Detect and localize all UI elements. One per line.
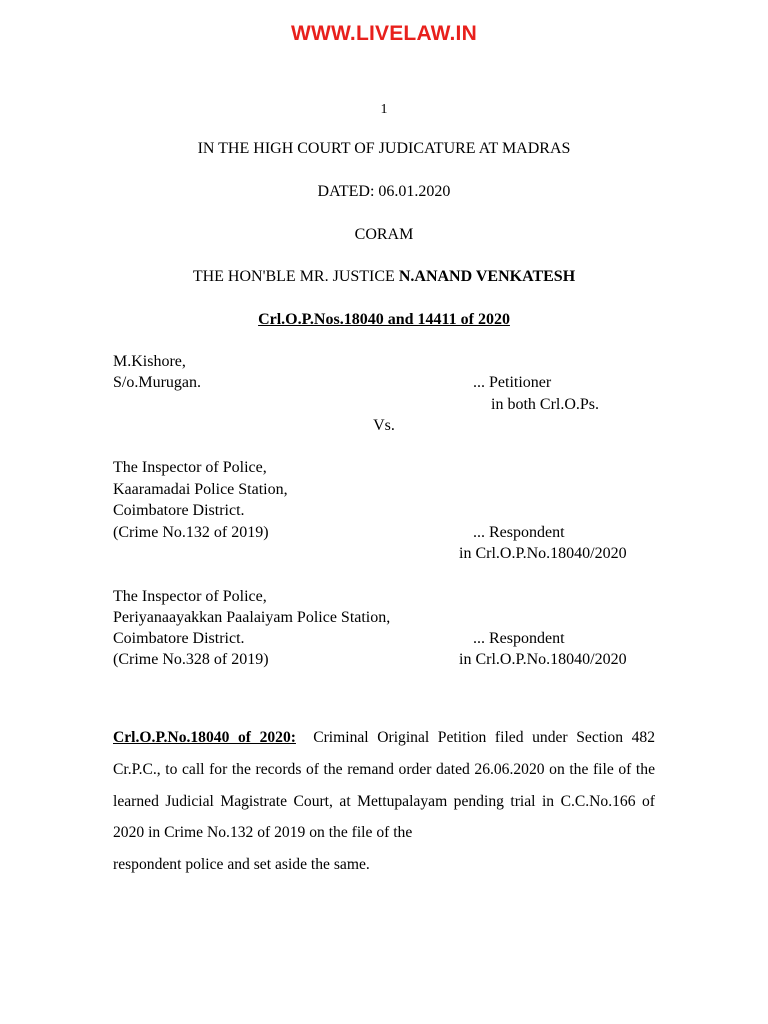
respondent1-line: Kaaramadai Police Station, — [113, 481, 288, 498]
judge-name: N.ANAND VENKATESH — [398, 268, 576, 285]
respondent2-line: Periyanaayakkan Paalaiyam Police Station, — [113, 609, 391, 626]
petitioner-role-note: in both Crl.O.Ps. — [491, 396, 600, 413]
court-title: IN THE HIGH COURT OF JUDICATURE AT MADRAS — [197, 140, 571, 157]
respondent2-line: Coimbatore District. — [113, 630, 245, 647]
page-number: 1 — [380, 102, 388, 117]
respondent2-crime-no: (Crime No.328 of 2019) — [113, 651, 269, 668]
petitioner-name: M.Kishore, — [113, 353, 186, 370]
petition-paragraph — [113, 722, 655, 881]
respondent2-line: The Inspector of Police, — [113, 588, 267, 605]
petition-body: Criminal Original Petition filed under Section 482 Cr.P.C., to call for the records of the remand order dated 26.06.2020 on the file of the learned Judicial Magistrate Court, at Mettupalayam pending trial in C.C.No.166 of 2020 in Crime No.132 of 2019 on the file of the — [113, 729, 656, 842]
respondent1-crime-no: (Crime No.132 of 2019) — [113, 524, 269, 541]
petitioner-parentage: S/o.Murugan. — [113, 374, 201, 391]
petition-heading: Crl.O.P.No.18040 of 2020: — [113, 729, 296, 746]
respondent1-role-note: in Crl.O.P.No.18040/2020 — [459, 545, 627, 562]
judge-line — [0, 268, 768, 286]
respondent1-line: Coimbatore District. — [113, 502, 245, 519]
coram-heading: CORAM — [354, 226, 414, 243]
petitioner-role: ... Petitioner — [473, 374, 552, 391]
petition-last-line: respondent police and set aside the same. — [113, 856, 370, 874]
respondent2-role: ... Respondent — [473, 630, 565, 647]
order-date: DATED: 06.01.2020 — [317, 183, 451, 200]
respondent1-line: The Inspector of Police, — [113, 459, 267, 476]
judge-prefix: THE HON'BLE MR. JUSTICE — [192, 268, 399, 285]
case-number-title: Crl.O.P.Nos.18040 and 14411 of 2020 — [258, 311, 510, 328]
respondent2-role-note: in Crl.O.P.No.18040/2020 — [459, 651, 627, 668]
respondent1-role: ... Respondent — [473, 524, 565, 541]
versus: Vs. — [373, 417, 395, 434]
petition-body-block — [113, 722, 655, 849]
livelaw-watermark: WWW.LIVELAW.IN — [291, 22, 477, 45]
